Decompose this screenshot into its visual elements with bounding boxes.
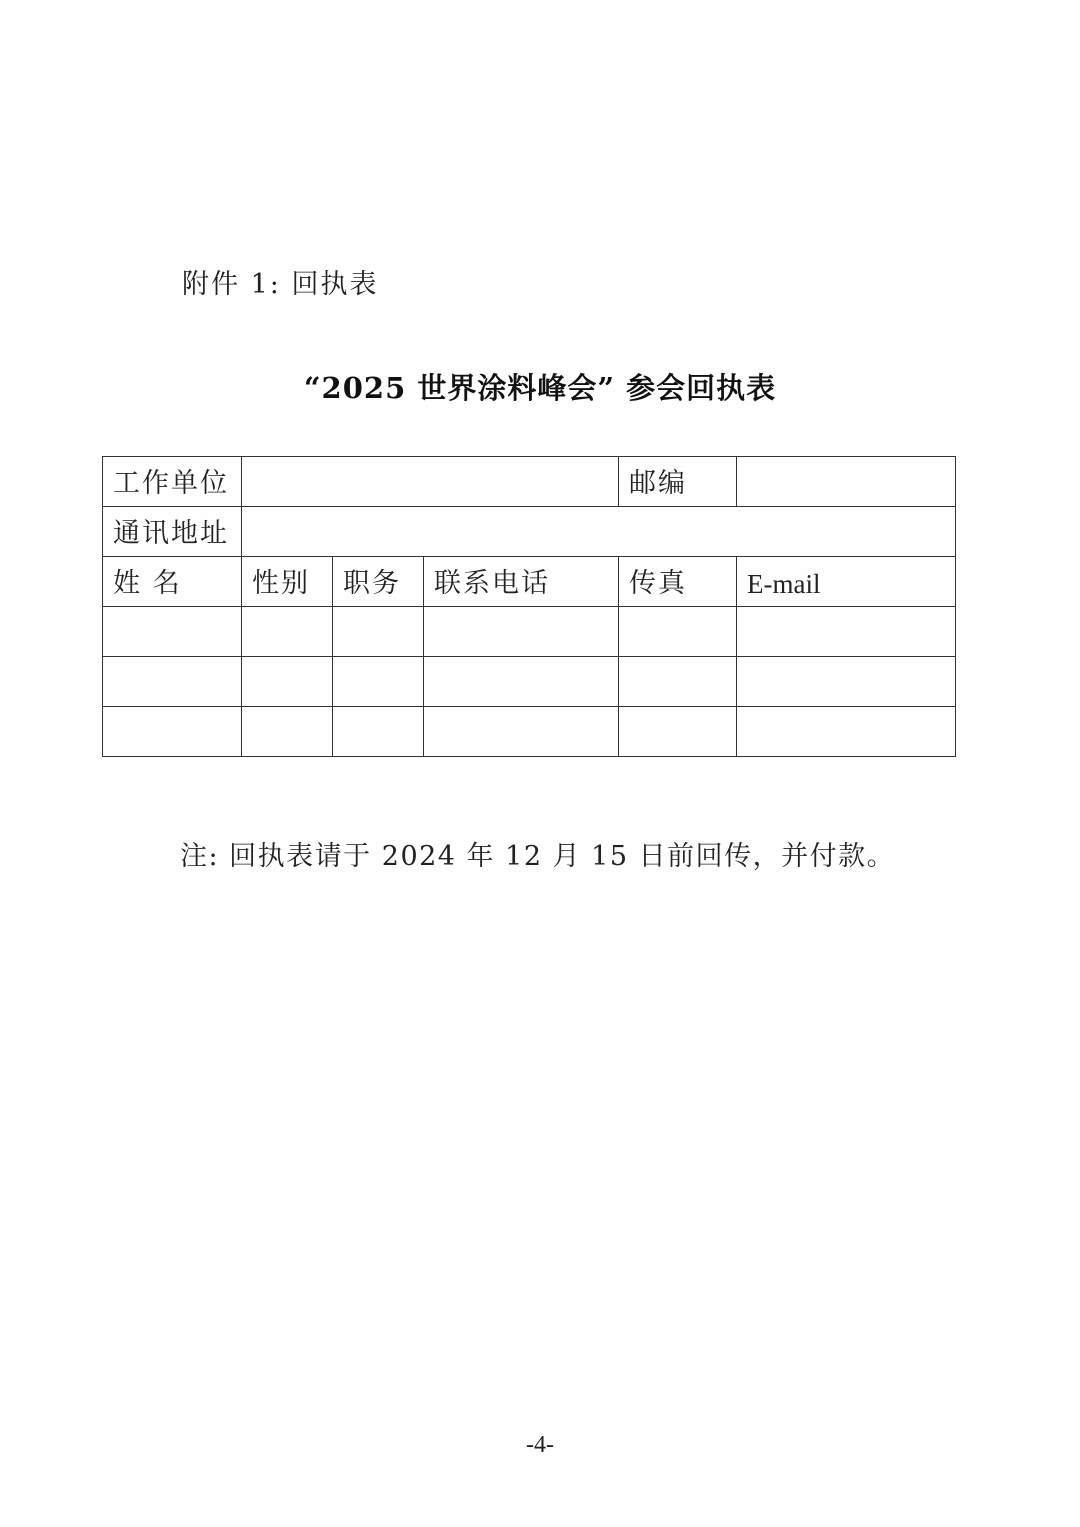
position-cell[interactable] [333, 657, 424, 707]
position-cell[interactable] [333, 707, 424, 757]
email-cell[interactable] [737, 607, 956, 657]
phone-cell[interactable] [424, 657, 619, 707]
table-row-address [103, 507, 956, 557]
gender-cell[interactable] [242, 707, 333, 757]
table-header-row [103, 557, 956, 607]
gender-cell[interactable] [242, 607, 333, 657]
gender-cell[interactable] [242, 657, 333, 707]
attachment-label: 附件 1: 回执表 [182, 269, 379, 300]
address-label: 通讯地址 [103, 507, 242, 557]
column-header-phone: 联系电话 [424, 557, 619, 607]
submission-note: 注: 回执表请于 2024 年 12 月 15 日前回传，并付款。 [180, 841, 896, 872]
name-cell[interactable] [103, 657, 242, 707]
work-unit-label: 工作单位 [103, 457, 242, 507]
column-header-position: 职务 [333, 557, 424, 607]
column-header-email: E-mail [737, 557, 956, 607]
column-header-name: 姓 名 [103, 557, 242, 607]
table-row [103, 657, 956, 707]
table-row-work-unit [103, 457, 956, 507]
fax-cell[interactable] [619, 707, 737, 757]
document-title: “2025 世界涂料峰会” 参会回执表 [303, 371, 777, 405]
postcode-field[interactable] [737, 457, 956, 507]
name-cell[interactable] [103, 607, 242, 657]
registration-receipt-table [102, 456, 956, 757]
email-cell[interactable] [737, 657, 956, 707]
phone-cell[interactable] [424, 607, 619, 657]
fax-cell[interactable] [619, 607, 737, 657]
fax-cell[interactable] [619, 657, 737, 707]
column-header-gender: 性别 [242, 557, 333, 607]
table-row [103, 707, 956, 757]
page-number: -4- [526, 1432, 554, 1458]
column-header-fax: 传真 [619, 557, 737, 607]
postcode-label: 邮编 [619, 457, 737, 507]
address-field[interactable] [242, 507, 956, 557]
email-cell[interactable] [737, 707, 956, 757]
name-cell[interactable] [103, 707, 242, 757]
phone-cell[interactable] [424, 707, 619, 757]
work-unit-field[interactable] [242, 457, 619, 507]
table-row [103, 607, 956, 657]
position-cell[interactable] [333, 607, 424, 657]
